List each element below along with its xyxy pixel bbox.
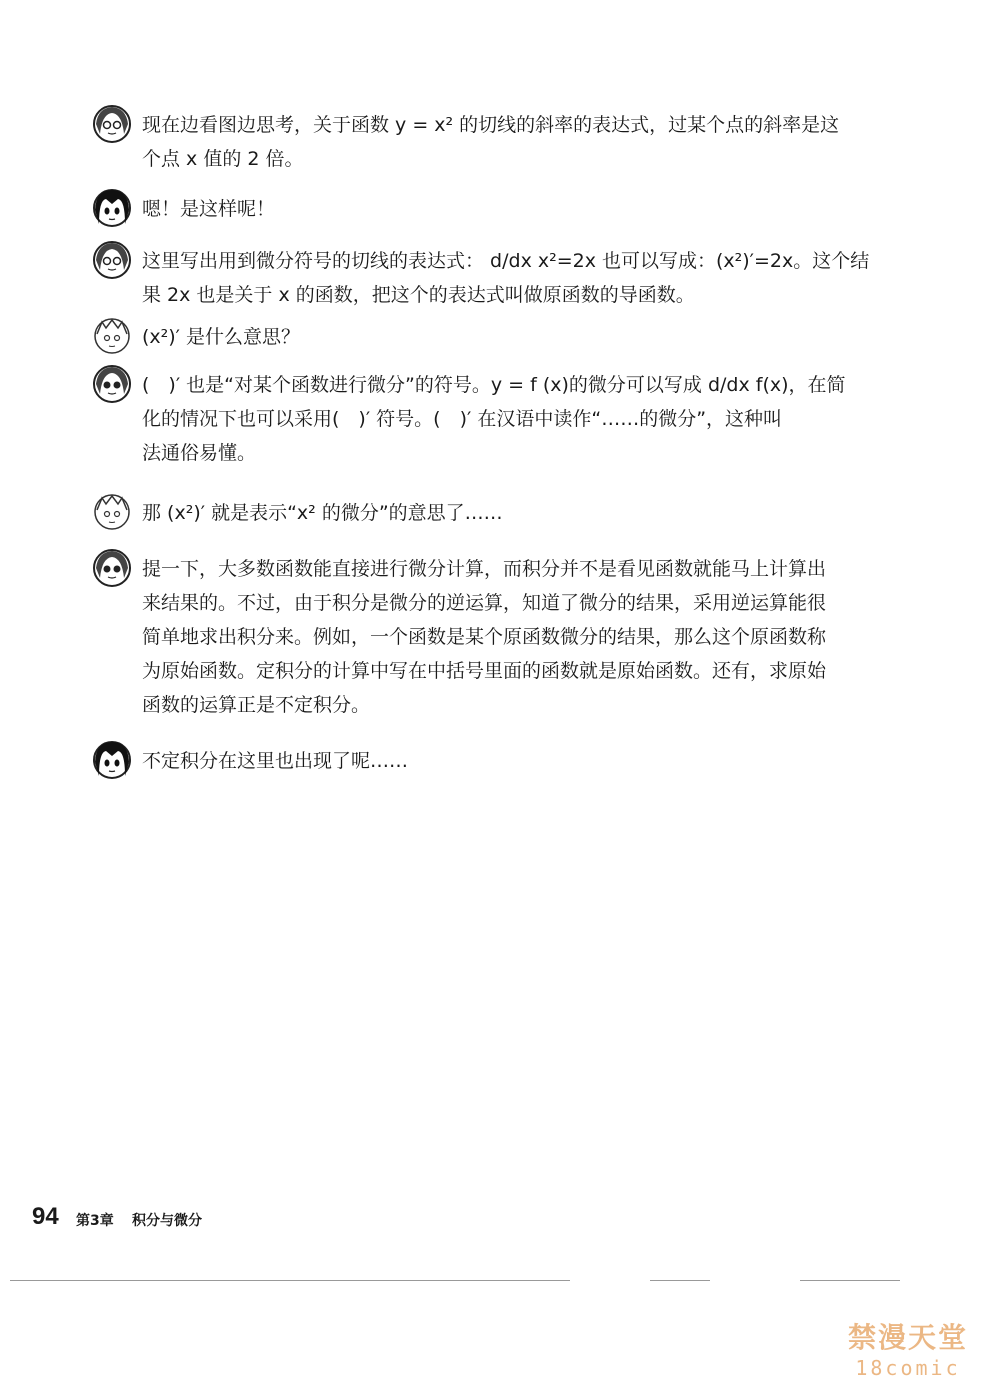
text-line: 简单地求出积分来。例如，一个函数是某个原函数微分的结果，那么这个原函数称 (142, 626, 827, 648)
text-line: 为原始函数。定积分的计算中写在中括号里面的函数就是原始函数。还有，求原始 (142, 660, 827, 682)
bottom-rule (800, 1280, 900, 1281)
text-line: 化的情况下也可以采用( )′ 符号。( )′ 在汉语中读作“……的微分”，这种叫 (142, 408, 783, 430)
bottom-rule (10, 1280, 570, 1281)
text-line: (x²)′ 是什么意思？ (142, 326, 301, 348)
text-line: 不定积分在这里也出现了呢…… (142, 750, 409, 772)
text-line: 来结果的。不过，由于积分是微分的逆运算，知道了微分的结果，采用逆运算能很 (142, 592, 827, 614)
text-line: 现在边看图边思考，关于函数 y = x² 的切线的斜率的表达式，过某个点的斜率是这 (142, 114, 840, 136)
teacher-avatar-icon (92, 364, 132, 404)
teacher-avatar-icon (92, 240, 132, 280)
dialogue-text (142, 552, 912, 722)
text-line: 个点 x 值的 2 倍。 (142, 148, 304, 170)
text-line: 那 (x²)′ 就是表示“x² 的微分”的意思了…… (142, 502, 503, 524)
dialogue-text (142, 496, 912, 530)
dialogue-text (142, 368, 912, 470)
watermark-top: 禁漫天堂 (847, 1321, 968, 1354)
text-line: 提一下，大多数函数能直接进行微分计算，而积分并不是看见函数就能马上计算出 (142, 558, 827, 580)
page-number: 94 (32, 1203, 59, 1230)
text-line: 这里写出用到微分符号的切线的表达式： d/dx x²=2x 也可以写成：(x²)′=2x。这个结 (142, 250, 870, 272)
bottom-rule (650, 1280, 710, 1281)
dialogue-text (142, 320, 912, 354)
dialogue-text (142, 108, 912, 176)
teacher-avatar-icon (92, 548, 132, 588)
text-line: 函数的运算正是不定积分。 (142, 694, 371, 716)
watermark-logo (848, 1316, 968, 1380)
small-avatar-icon (92, 316, 132, 356)
text-line: 果 2x 也是关于 x 的函数，把这个的表达式叫做原函数的导函数。 (142, 284, 695, 306)
girl-avatar-icon (92, 740, 132, 780)
watermark-bottom: 18comic (855, 1356, 961, 1380)
text-line: ( )′ 也是“对某个函数进行微分”的符号。y = f (x)的微分可以写成 d/dx f(x)，在简 (142, 374, 846, 396)
chapter-title: 积分与微分 (132, 1213, 202, 1229)
small-avatar-icon (92, 492, 132, 532)
teacher-avatar-icon (92, 104, 132, 144)
text-line: 嗯！是这样呢！ (142, 198, 276, 220)
dialogue-text (142, 244, 912, 312)
dialogue-text (142, 744, 912, 778)
dialogue-text (142, 192, 912, 226)
text-line: 法通俗易懂。 (142, 442, 257, 464)
chapter-label: 第3章 (76, 1213, 114, 1229)
girl-avatar-icon (92, 188, 132, 228)
